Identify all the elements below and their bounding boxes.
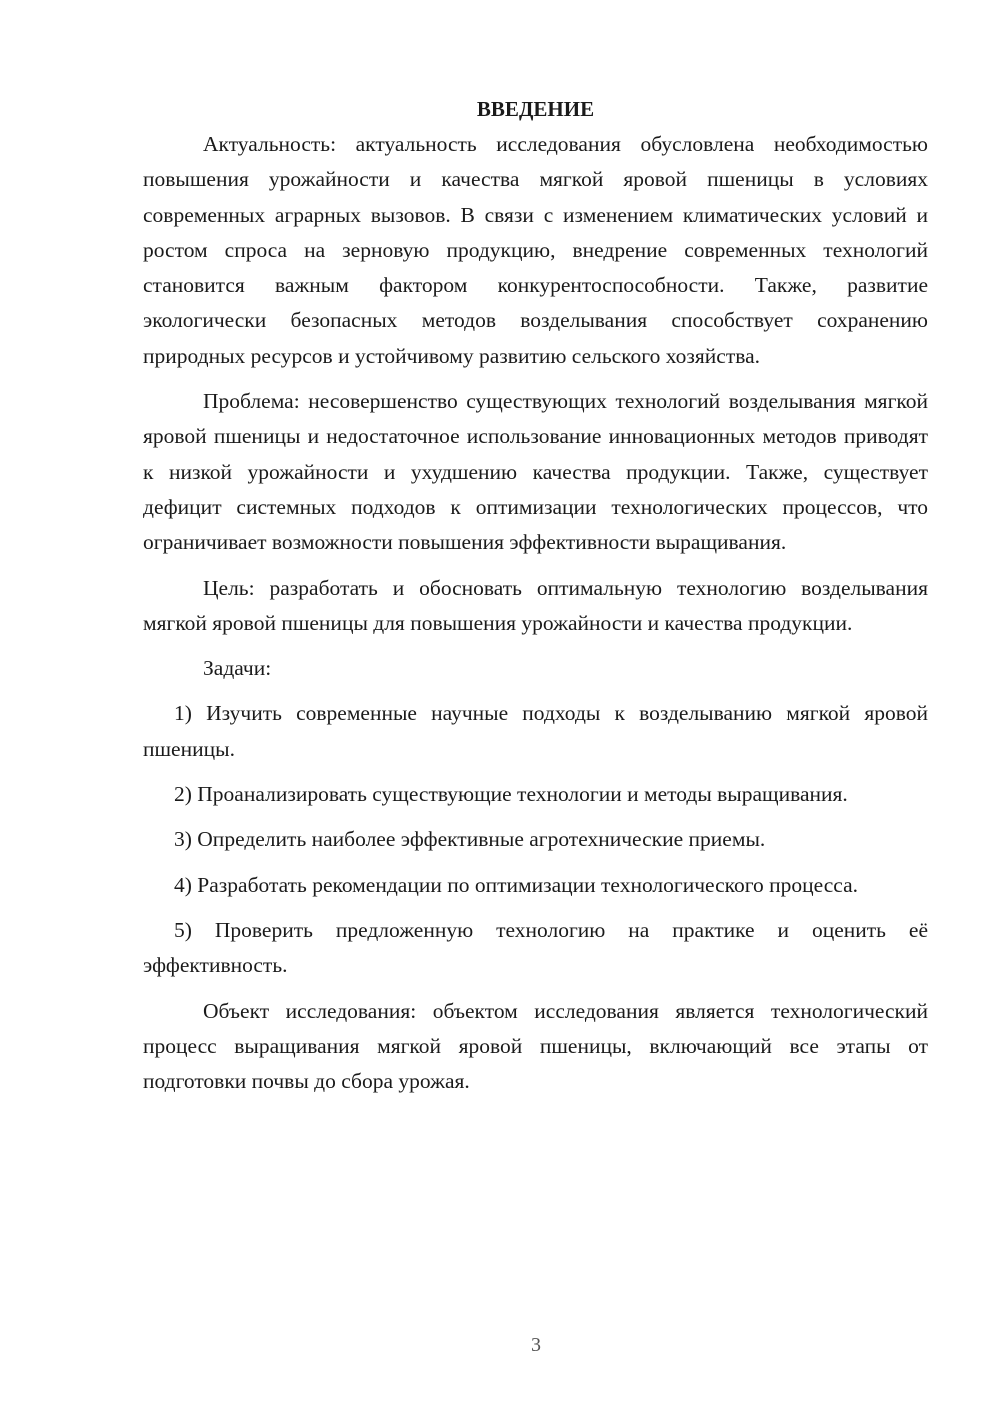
task-item-2: 2) Проанализировать существующие технологии и методы выращивания. (174, 782, 848, 807)
task-item-5: 5) Проверить предложенную технологию на практике и оценить её эффективность. (143, 917, 928, 978)
page-content (143, 92, 928, 1099)
task-item-1: 1) Изучить современные научные подходы к возделыванию мягкой яровой пшеницы. (143, 701, 928, 761)
problem-paragraph: Проблема: несовершенство существующих технологий возделывания мягкой яровой пшеницы и недостаточное использование инновационных методов приводят к низкой урожайности и ухудшению качества продукции. Также, существует дефицит системных подходов к оптимизации технологических процессов, что ограничивает возможности повышения эффективности выращивания. (143, 389, 928, 555)
task-item-3: 3) Определить наиболее эффективные агротехнические приемы. (174, 827, 766, 852)
section-heading: ВВЕДЕНИЕ (476, 97, 595, 121)
page-number: 3 (531, 1334, 541, 1356)
task-item-4: 4) Разработать рекомендации по оптимизации технологического процесса. (174, 872, 859, 897)
goal-paragraph: Цель: разработать и обосновать оптимальную технологию возделывания мягкой яровой пшеницы для повышения урожайности и качества продукции. (143, 575, 928, 635)
object-paragraph: Объект исследования: объектом исследования является технологический процесс выращивания мягкой яровой пшеницы, включающий все этапы от подготовки почвы до сбора урожая. (143, 998, 928, 1094)
relevance-paragraph: Актуальность: актуальность исследования обусловлена необходимостью повышения урожайности и качества мягкой яровой пшеницы в условиях современных аграрных вызовов. В связи с изменением климатических условий и ростом спроса на зерновую продукцию, внедрение современных технологий становится важным фактором конкурентоспособности. Также, развитие экологически безопасных методов возделывания способствует сохранению природных ресурсов и устойчивому развитию сельского хозяйства. (143, 132, 928, 368)
tasks-label: Задачи: (203, 656, 272, 681)
